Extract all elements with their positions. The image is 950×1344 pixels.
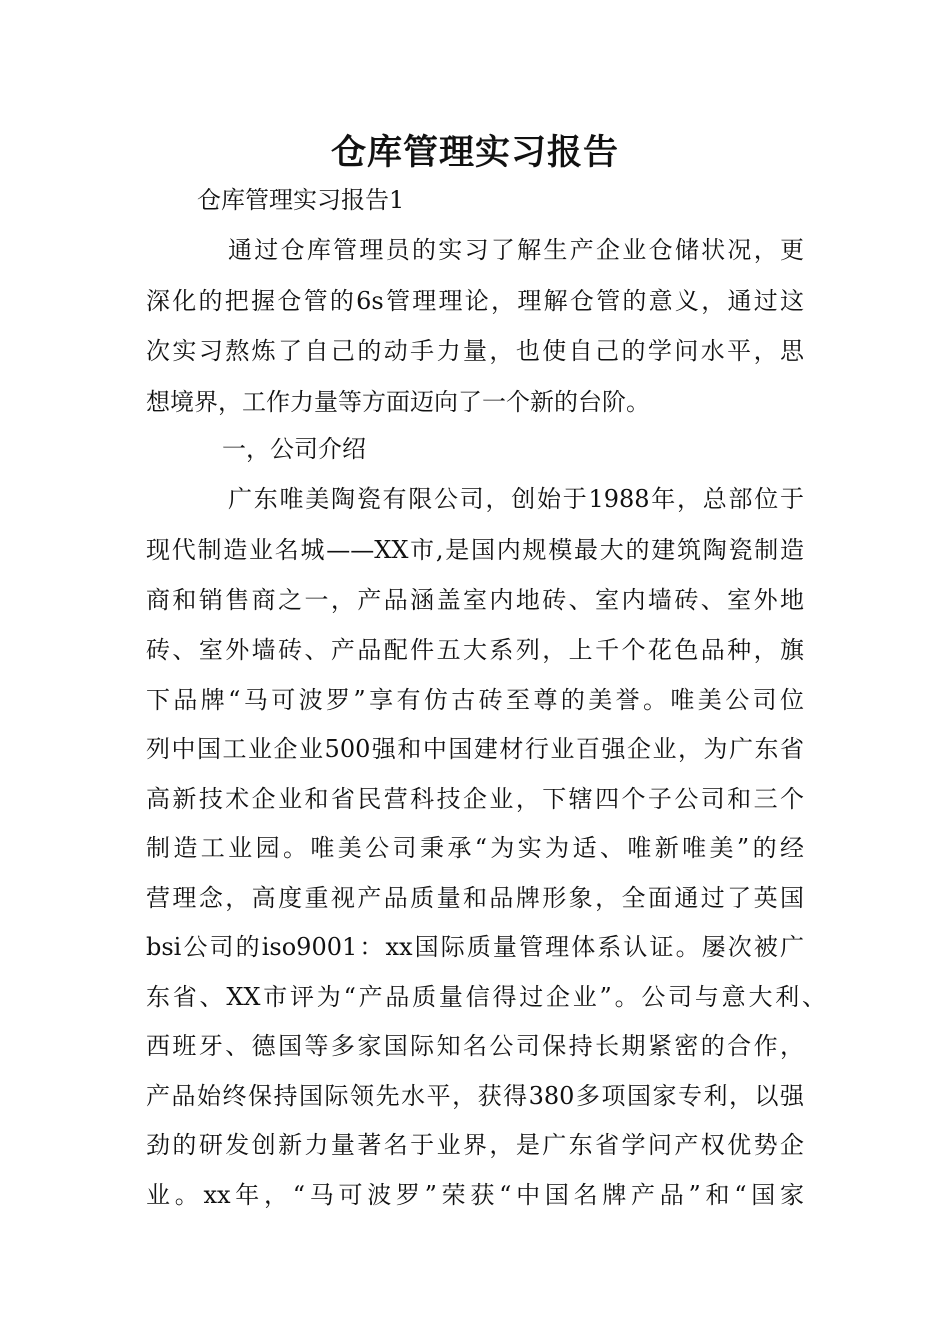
section-line: 砖、室外墙砖、产品配件五大系列，上千个花色品种，旗 <box>146 636 804 664</box>
section-line: 高新技术企业和省民营科技企业，下辖四个子公司和三个 <box>146 785 804 813</box>
section-line: 西班牙、德国等多家国际知名公司保持长期紧密的合作， <box>146 1032 804 1060</box>
section-line: 列中国工业企业500强和中国建材行业百强企业，为广东省 <box>146 735 804 763</box>
section-line: bsi公司的iso9001：xx国际质量管理体系认证。屡次被广 <box>146 933 804 961</box>
section-line: 现代制造业名城——XX市,是国内规模最大的建筑陶瓷制造 <box>146 536 804 564</box>
section-line: 制造工业园。唯美公司秉承“为实为适、唯新唯美”的经 <box>146 834 804 862</box>
section-line: 下品牌“马可波罗”享有仿古砖至尊的美誉。唯美公司位 <box>146 686 804 714</box>
intro-line: 次实习熬炼了自己的动手力量，也使自己的学问水平，思 <box>146 337 804 365</box>
section-line: 东省、XX市评为“产品质量信得过企业”。公司与意大利、 <box>146 983 826 1011</box>
section-line: 广东唯美陶瓷有限公司，创始于1988年，总部位于 <box>228 485 804 513</box>
section-line: 营理念，高度重视产品质量和品牌形象，全面通过了英国 <box>146 884 804 912</box>
section-line: 产品始终保持国际领先水平，获得380多项国家专利，以强 <box>146 1082 804 1110</box>
section-line: 业。xx年，“马可波罗”荣获“中国名牌产品”和“国家 <box>146 1181 804 1209</box>
section-heading: 一，公司介绍 <box>222 435 366 463</box>
intro-line: 想境界，工作力量等方面迈向了一个新的台阶。 <box>146 388 650 416</box>
document-title: 仓库管理实习报告 <box>330 133 619 173</box>
intro-line: 通过仓库管理员的实习了解生产企业仓储状况，更 <box>228 236 804 264</box>
section-line: 劲的研发创新力量著名于业界，是广东省学问产权优势企 <box>146 1131 804 1159</box>
intro-line: 深化的把握仓管的6s管理理论，理解仓管的意义，通过这 <box>146 287 804 315</box>
section-line: 商和销售商之一，产品涵盖室内地砖、室内墙砖、室外地 <box>146 586 804 614</box>
document-subtitle: 仓库管理实习报告1 <box>197 186 405 214</box>
